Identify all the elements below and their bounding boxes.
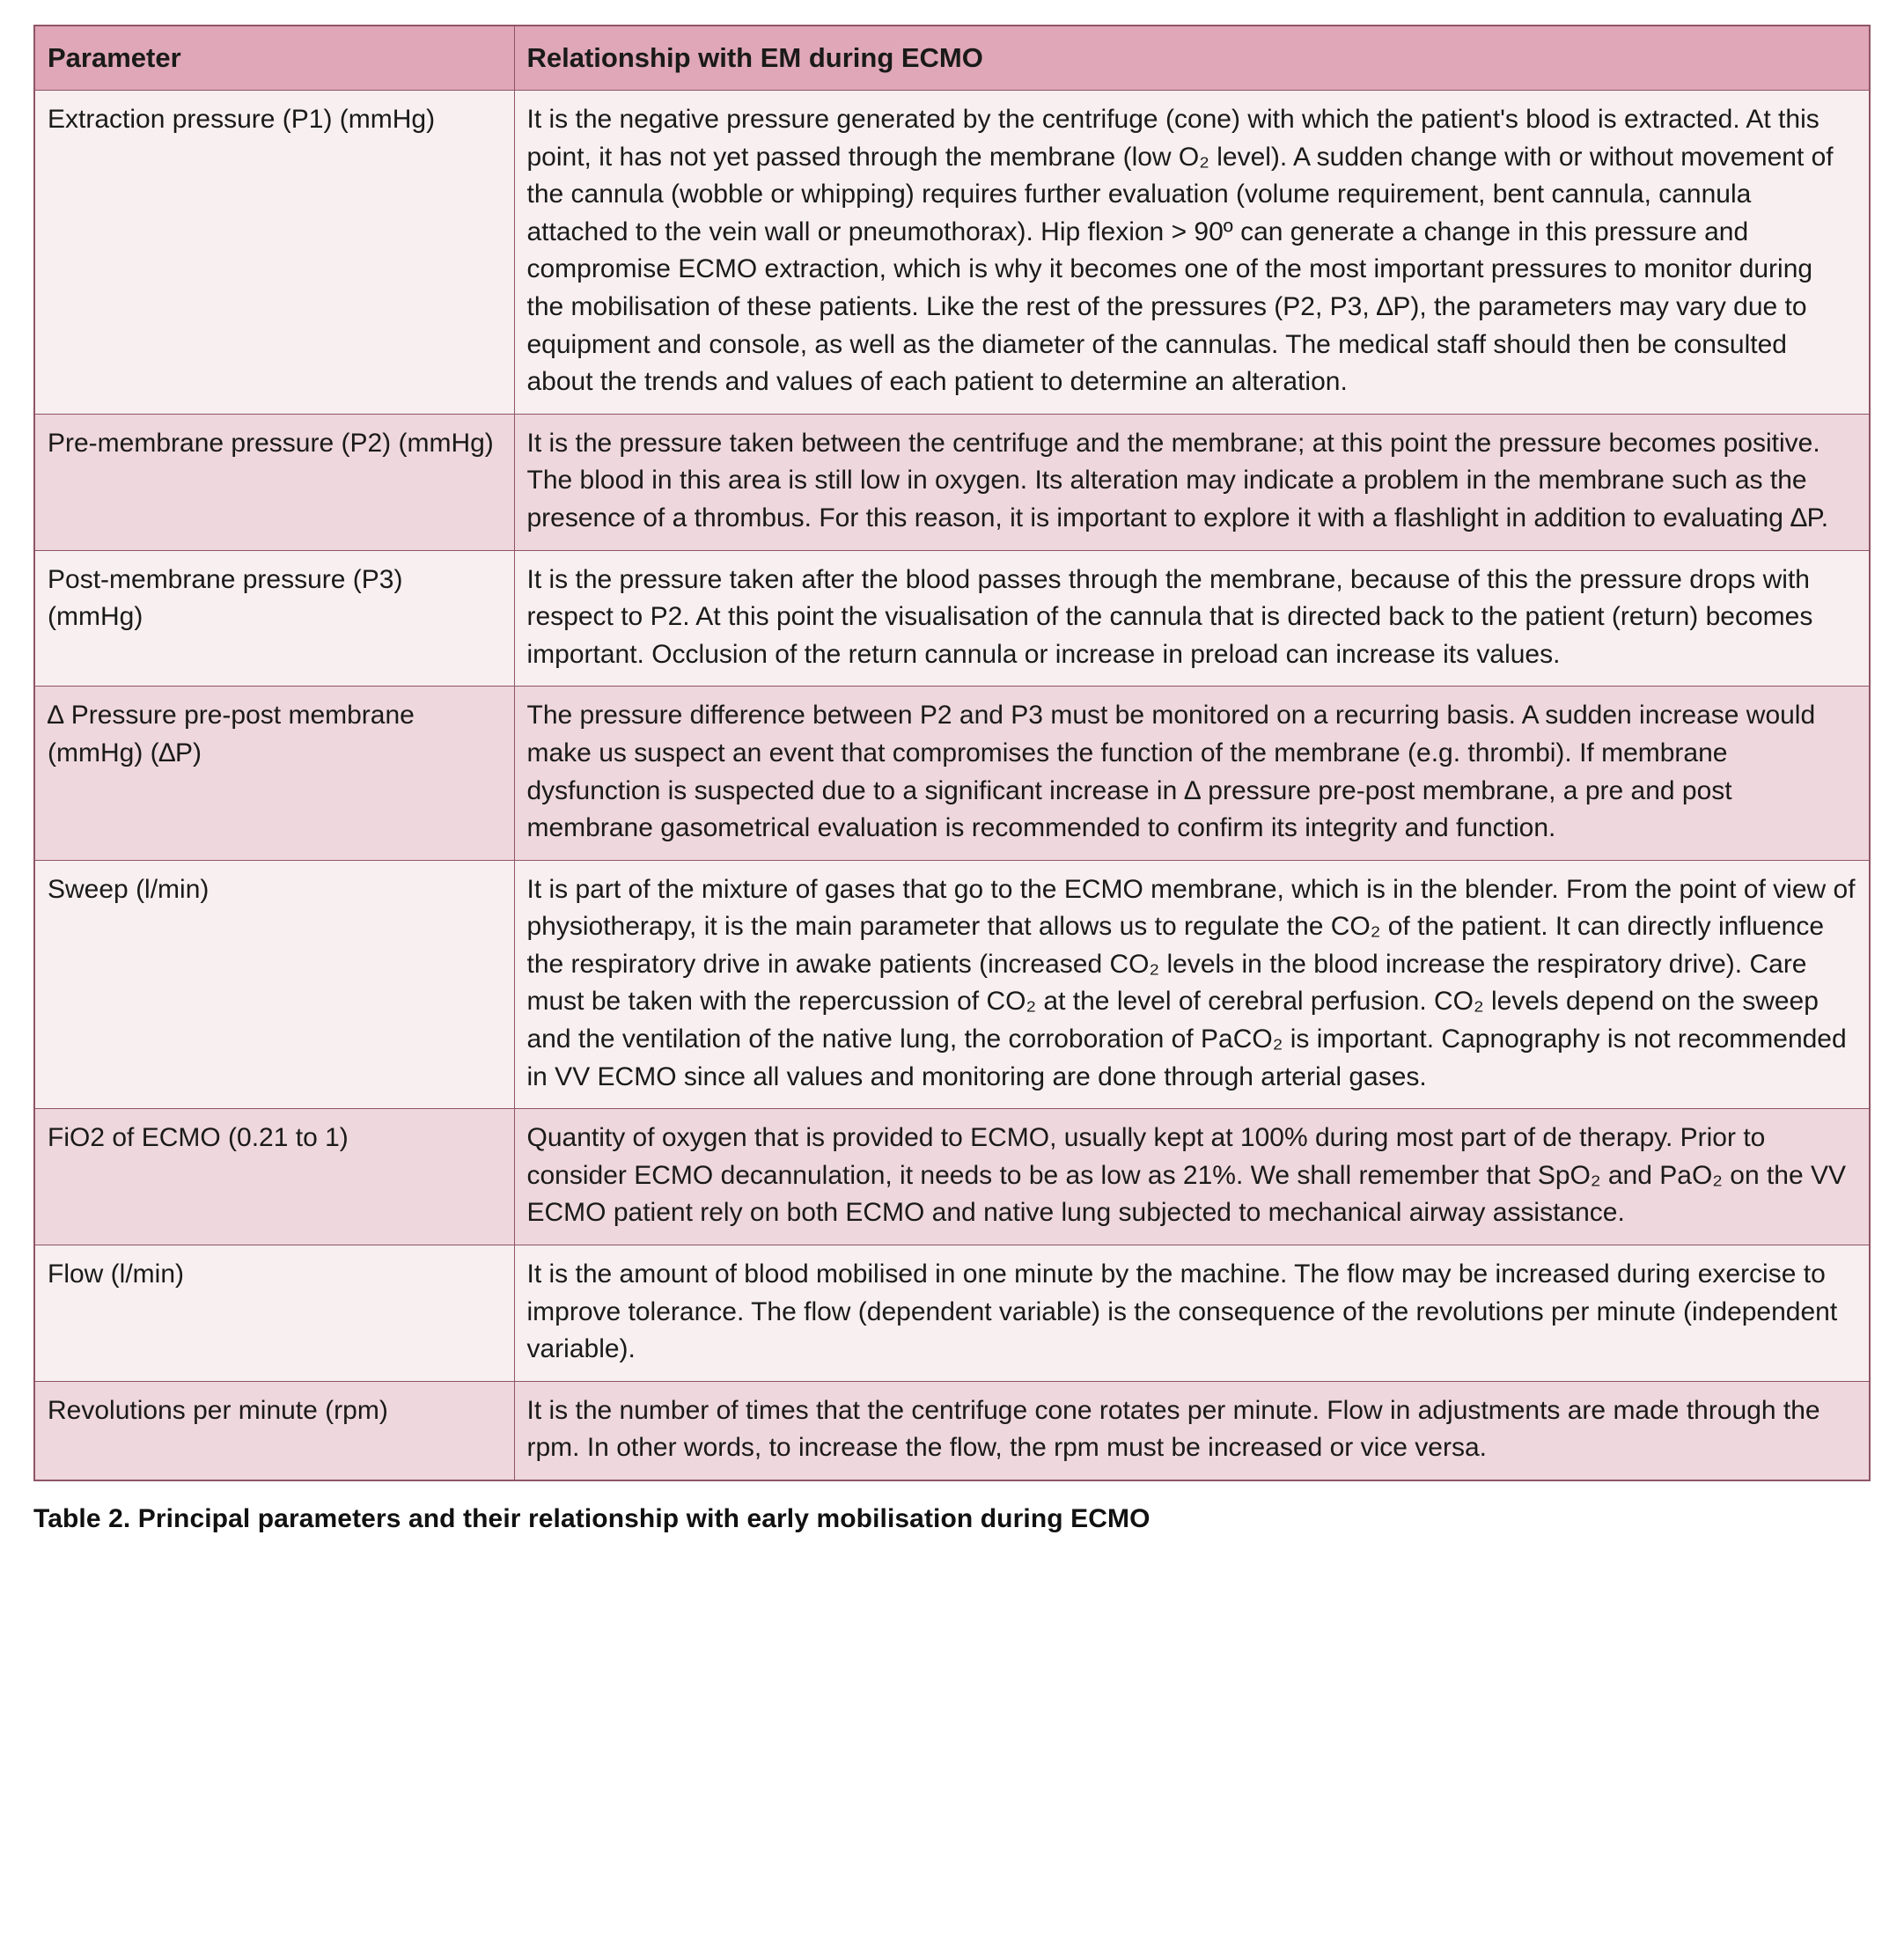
table-row — [34, 550, 1870, 687]
cell-parameter: Flow (l/min) — [34, 1245, 514, 1382]
column-header-parameter: Parameter — [34, 26, 514, 91]
cell-description: The pressure difference between P2 and P3 must be monitored on a recurring basis. A sudden increase would make us suspect an event that compromises the function of the membrane (e.g. thrombi). If membrane dysfunction is suspected due to a significant increase in ∆ pressure pre-post membrane, a pre and post membrane gasometrical evaluation is recommended to confirm its integrity and function. — [514, 687, 1870, 860]
cell-parameter: FiO2 of ECMO (0.21 to 1) — [34, 1109, 514, 1245]
parameters-table — [33, 25, 1871, 1481]
cell-description: Quantity of oxygen that is provided to ECMO, usually kept at 100% during most part of de therapy. Prior to consider ECMO decannulation, it needs to be as low as 21%. We shall remember that SpO₂ and PaO₂ on the VV ECMO patient rely on both ECMO and native lung subjected to mechanical airway assistance. — [514, 1109, 1870, 1245]
cell-parameter: Sweep (l/min) — [34, 860, 514, 1109]
cell-description: It is the pressure taken after the blood passes through the membrane, because of this the pressure drops with respect to P2. At this point the visualisation of the cannula that is directed back to the patient (return) becomes important. Occlusion of the return cannula or increase in preload can increase its values. — [514, 550, 1870, 687]
cell-parameter: Post-membrane pressure (P3) (mmHg) — [34, 550, 514, 687]
table-row — [34, 1109, 1870, 1245]
table-row — [34, 1381, 1870, 1480]
table-header-row — [34, 26, 1870, 91]
table-row — [34, 687, 1870, 860]
table-body — [34, 91, 1870, 1481]
column-header-relationship: Relationship with EM during ECMO — [514, 26, 1870, 91]
table-row — [34, 860, 1870, 1109]
table-caption: Table 2. Principal parameters and their relationship with early mobilisation during ECMO — [33, 1504, 1150, 1534]
table-head — [34, 26, 1870, 91]
cell-description: It is the negative pressure generated by the centrifuge (cone) with which the patient's blood is extracted. At this point, it has not yet passed through the membrane (low O₂ level). A sudden change with or without movement of the cannula (wobble or whipping) requires further evaluation (volume requirement, bent cannula, cannula attached to the vein wall or pneumothorax). Hip flexion > 90º can generate a change in this pressure and compromise ECMO extraction, which is why it becomes one of the most important pressures to monitor during the mobilisation of these patients. Like the rest of the pressures (P2, P3, ∆P), the parameters may vary due to equipment and console, as well as the diameter of the cannulas. The medical staff should then be consulted about the trends and values of each patient to determine an alteration. — [514, 91, 1870, 415]
cell-parameter: Extraction pressure (P1) (mmHg) — [34, 91, 514, 415]
cell-parameter: Pre-membrane pressure (P2) (mmHg) — [34, 414, 514, 550]
table-row — [34, 414, 1870, 550]
cell-description: It is the pressure taken between the centrifuge and the membrane; at this point the pressure becomes positive. The blood in this area is still low in oxygen. Its alteration may indicate a problem in the membrane such as the presence of a thrombus. For this reason, it is important to explore it with a flashlight in addition to evaluating ∆P. — [514, 414, 1870, 550]
cell-parameter: Revolutions per minute (rpm) — [34, 1381, 514, 1480]
cell-description: It is part of the mixture of gases that go to the ECMO membrane, which is in the blender. From the point of view of physiotherapy, it is the main parameter that allows us to regulate the CO₂ of the patient. It can directly influence the respiratory drive in awake patients (increased CO₂ levels in the blood increase the respiratory drive). Care must be taken with the repercussion of CO₂ at the level of cerebral perfusion. CO₂ levels depend on the sweep and the ventilation of the native lung, the corroboration of PaCO₂ is important. Capnography is not recommended in VV ECMO since all values and monitoring are done through arterial gases. — [514, 860, 1870, 1109]
cell-description: It is the number of times that the centrifuge cone rotates per minute. Flow in adjustments are made through the rpm. In other words, to increase the flow, the rpm must be increased or vice versa. — [514, 1381, 1870, 1480]
cell-description: It is the amount of blood mobilised in one minute by the machine. The flow may be increased during exercise to improve tolerance. The flow (dependent variable) is the consequence of the revolutions per minute (independent variable). — [514, 1245, 1870, 1382]
table-row — [34, 1245, 1870, 1382]
cell-parameter: ∆ Pressure pre-post membrane (mmHg) (∆P) — [34, 687, 514, 860]
table-row — [34, 91, 1870, 415]
